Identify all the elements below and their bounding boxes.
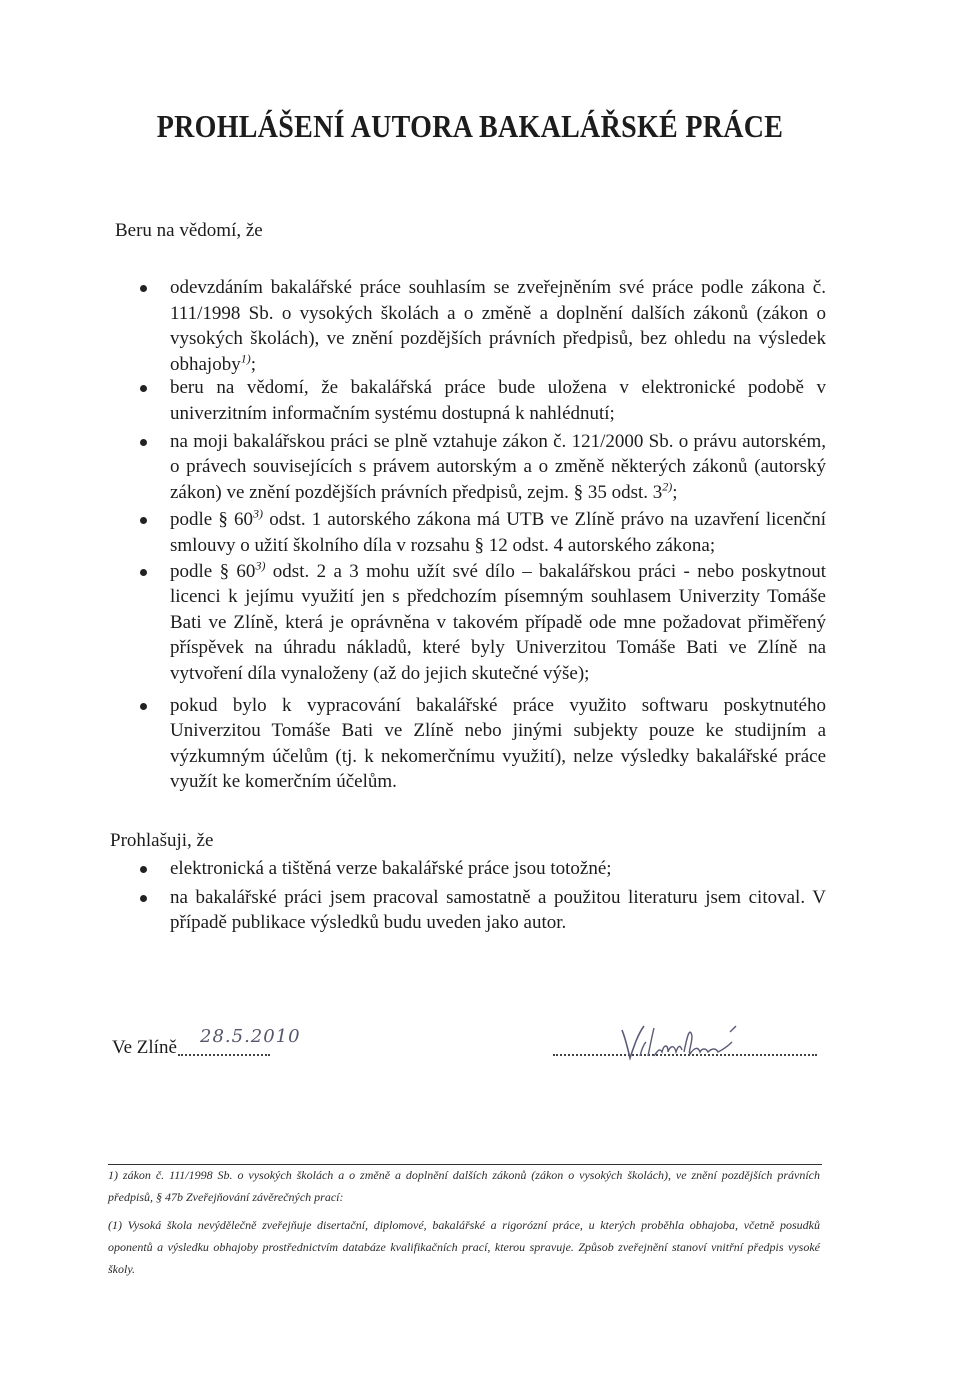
list-item: podle § 60$^{3)}$ odst. 2 a 3 mohu užít své dílo – bakalářskou práci - nebo poskytnout licenci k jejímu využití jen s předchozím písemným souhlasem Univerzity Tomáše Bati ve Zlíně, která je oprávněna v takovém případě ode mne požadovat přiměřený příspěvek na úhradu nákladů, které byly Univerzitou Tomáše Bati ve Zlíně na vytvoření díla vynaloženy (až do jejich skutečné výše);	[140, 559, 826, 687]
declaration-list	[140, 856, 826, 939]
acknowledgement-list	[140, 275, 826, 795]
list-item: elektronická a tištěná verze bakalářské práce jsou totožné;	[140, 856, 826, 882]
list-item: na moji bakalářskou práci se plně vztahuje zákon č. 121/2000 Sb. o právu autorském, o právech souvisejících s právem autorským a o změně některých zákonů (autorský zákon) ve znění pozdějších právních předpisů, zejm. § 35 odst. 3$^{2)}$;	[140, 429, 826, 506]
list-item: odevzdáním bakalářské práce souhlasím se zveřejněním své práce podle zákona č. 111/1998 Sb. o vysokých školách a o změně a doplnění dalších zákonů (zákon o vysokých školách), ve znění pozdějších právních předpisů, bez ohledu na výsledek obhajoby$^{1)}$;	[140, 275, 826, 377]
footnote-ref: 3)	[253, 507, 264, 522]
place-label: Ve Zlíně	[112, 1037, 177, 1058]
handwritten-date: 28.5.2010	[200, 1026, 301, 1047]
intro-text: Beru na vědomí, že	[115, 220, 263, 241]
footnote-1: 1) zákon č. 111/1998 Sb. o vysokých školách a o změně a doplnění dalších zákonů (zákon o vysokých školách), ve znění pozdějších právních předpisů, § 47b Zveřejňování závěrečných prací:	[108, 1168, 820, 1204]
document-title: PROHLÁŠENÍ AUTORA BAKALÁŘSKÉ PRÁCE	[156, 109, 784, 146]
footnote-2: (1) Vysoká škola nevýdělečně zveřejňuje disertační, diplomové, bakalářské a rigorózní práce, u kterých proběhla obhajoba, včetně posudků oponentů a výsledku obhajoby prostřednictvím databáze kvalifikačních prací, kterou spravuje. Způsob zveřejnění stanoví vnitřní předpis vysoké školy.	[108, 1218, 820, 1276]
list-item: podle § 60$^{3)}$ odst. 1 autorského zákona má UTB ve Zlíně právo na uzavření licenční smlouvy o užití školního díla v rozsahu § 12 odst. 4 autorského zákona;	[140, 507, 826, 558]
footnote-ref: 1)	[240, 351, 251, 366]
date-dotted-line	[178, 1054, 270, 1056]
list-item: pokud bylo k vypracování bakalářské práce využito softwaru poskytnutého Univerzitou Tomáše Bati ve Zlíně nebo jinými subjekty pouze ke studijním a výzkumným účelům (tj. k nekomerčnímu využití), nelze výsledky bakalářské práce využít ke komerčním účelům.	[140, 693, 826, 795]
list-item: na bakalářské práci jsem pracoval samostatně a použitou literaturu jsem citoval. V případě publikace výsledků budu uveden jako autor.	[140, 885, 826, 936]
declaration-heading: Prohlašuji, že	[110, 830, 214, 851]
handwritten-signature	[618, 1022, 768, 1066]
footnote-ref: 2)	[662, 479, 673, 494]
list-item: beru na vědomí, že bakalářská práce bude uložena v elektronické podobě v univerzitním informačním systému dostupná k nahlédnutí;	[140, 375, 826, 426]
footnote-ref: 3)	[255, 558, 266, 573]
footnotes	[108, 1164, 820, 1280]
